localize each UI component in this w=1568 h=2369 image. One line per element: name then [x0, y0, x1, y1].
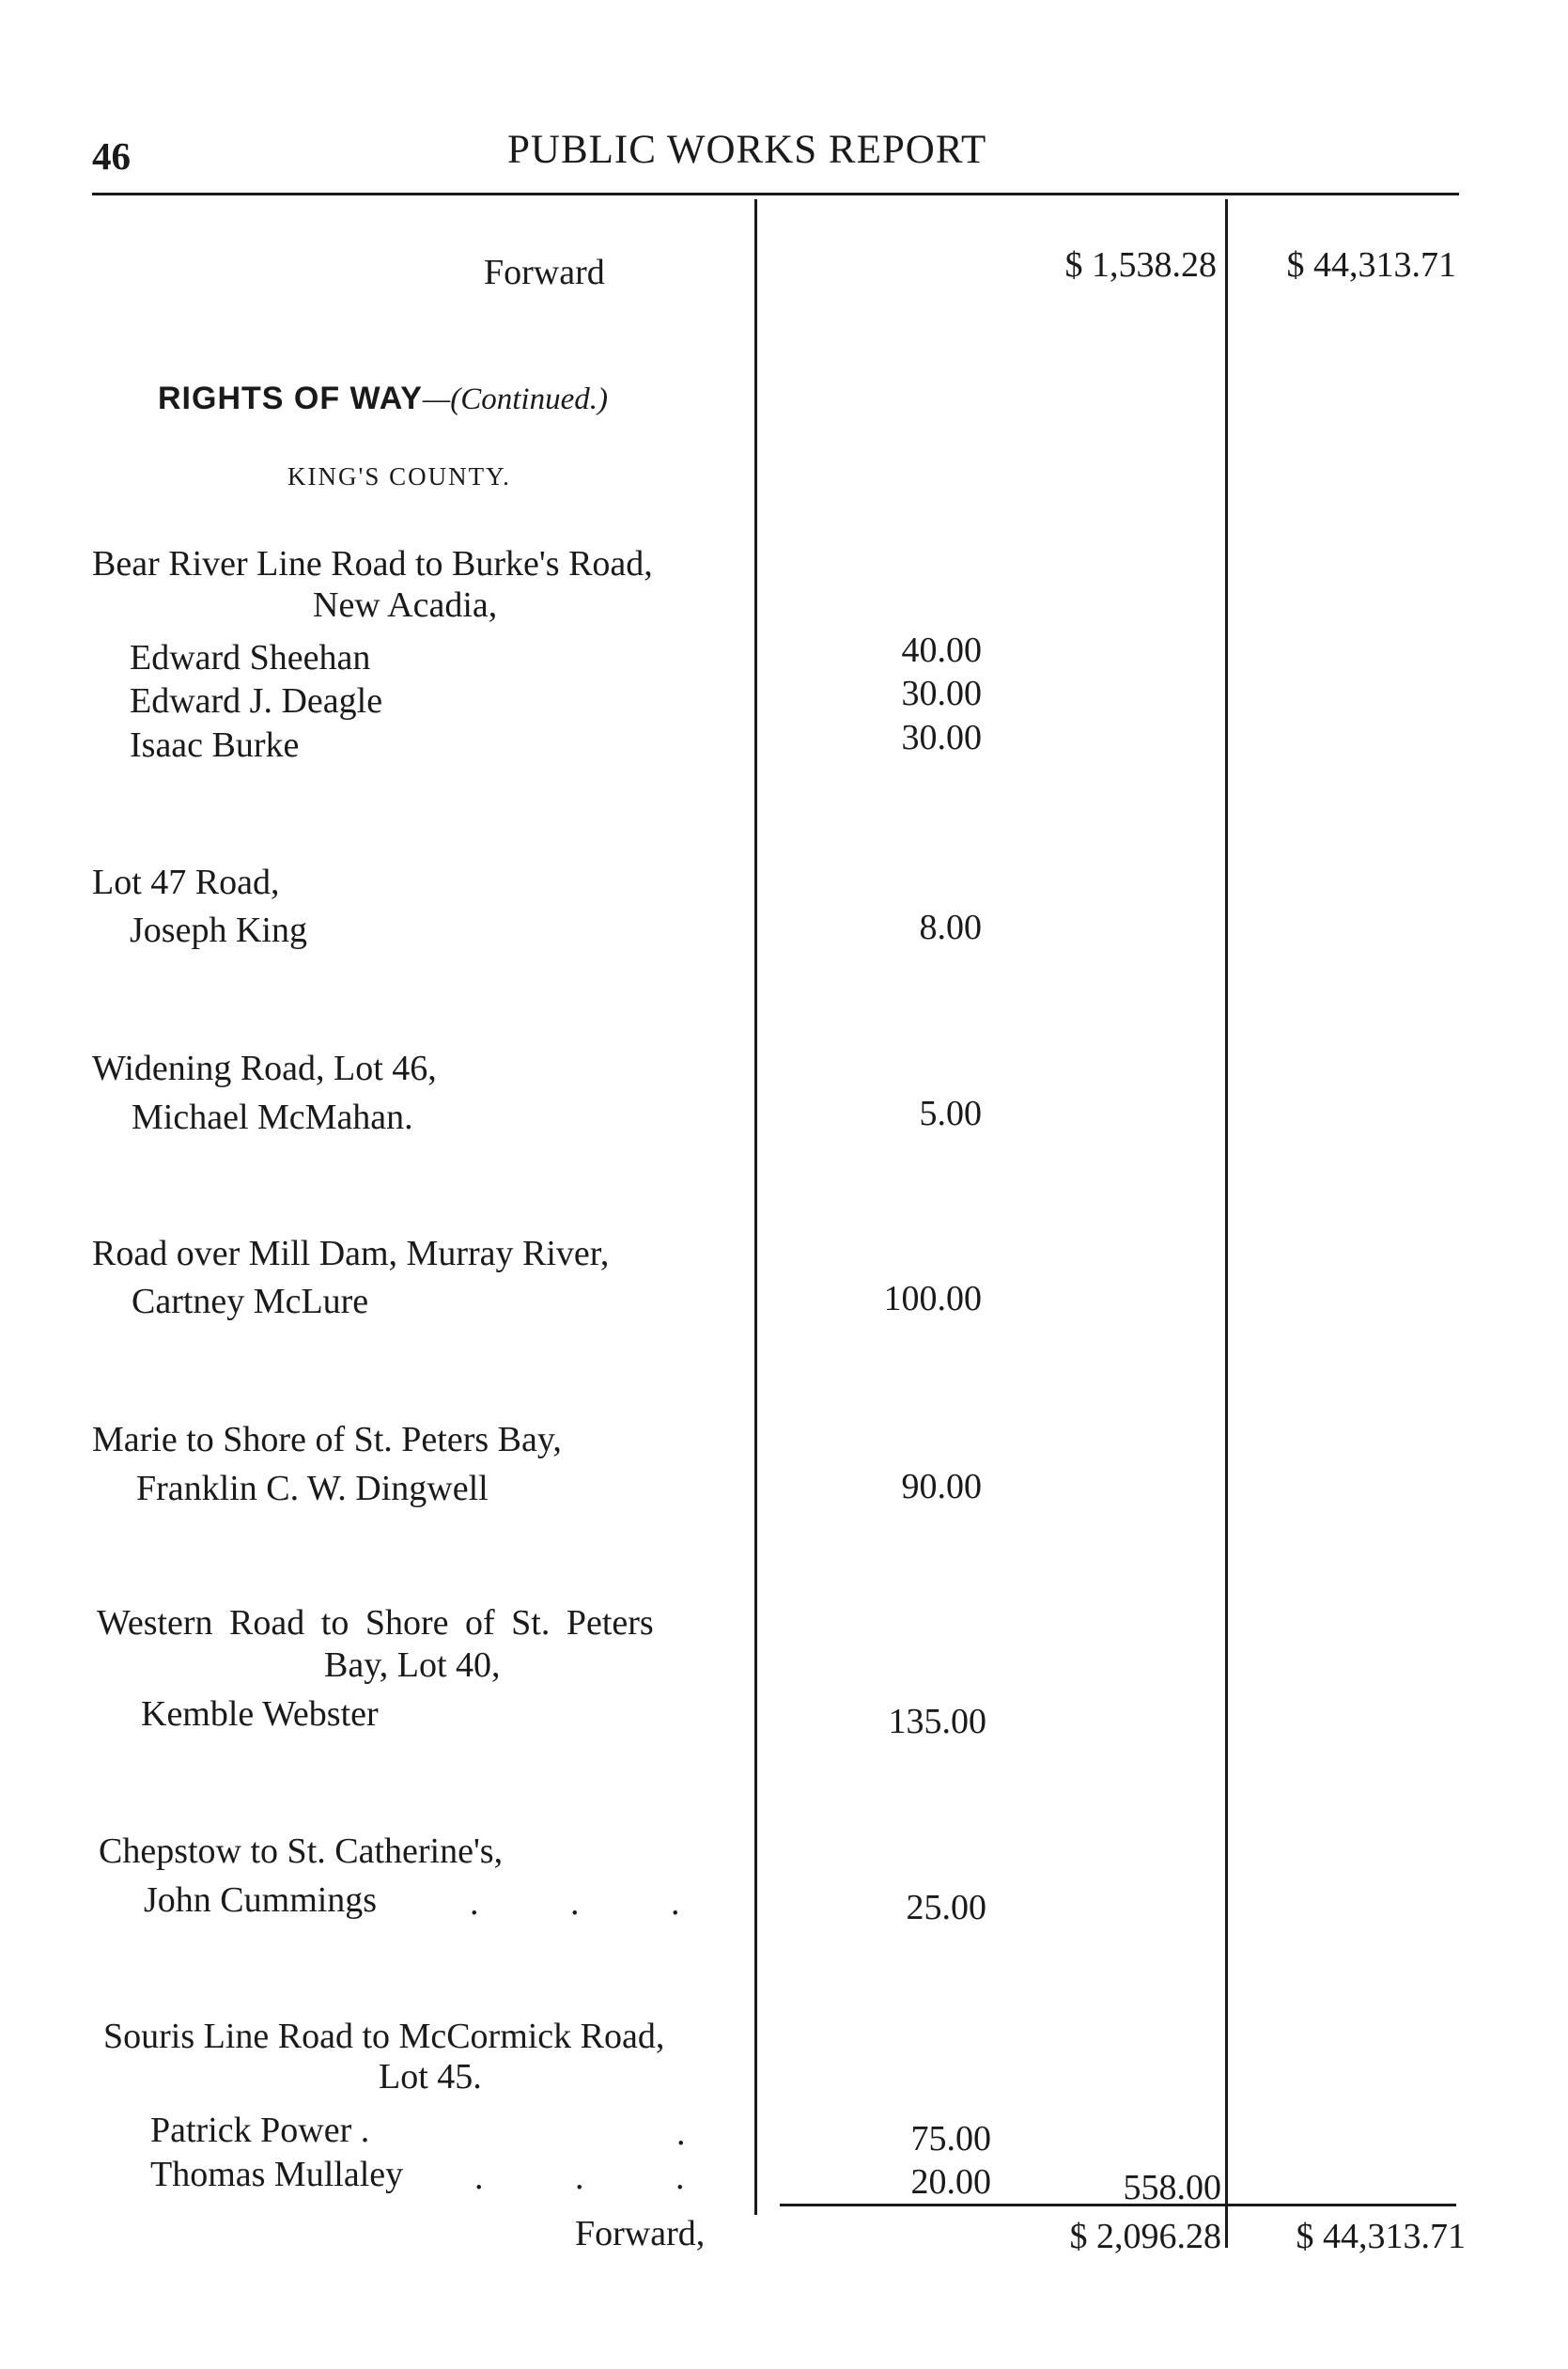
- road-name-continued: Lot 45.: [379, 2057, 482, 2096]
- payee-name: Thomas Mullaley: [150, 2155, 404, 2194]
- payee-amount: 100.00: [883, 1279, 982, 1318]
- payee-amount: 5.00: [919, 1094, 982, 1133]
- running-title: PUBLIC WORKS REPORT: [507, 128, 987, 172]
- road-name: Widening Road, Lot 46,: [92, 1049, 437, 1088]
- payee-amount: 75.00: [910, 2119, 991, 2159]
- payee-name: Michael McMahan.: [132, 1098, 413, 1137]
- payee-name: Kemble Webster: [141, 1694, 379, 1734]
- column-rule-subtotals: [1225, 199, 1228, 2248]
- payee-name: Isaac Burke: [130, 725, 300, 765]
- forward-label-bottom: Forward,: [575, 2214, 706, 2253]
- page-number: 46: [92, 134, 131, 178]
- payee-amount: 30.00: [901, 718, 982, 757]
- header-rule: [92, 193, 1459, 195]
- payee-name: John Cummings: [144, 1880, 378, 1920]
- road-name: Marie to Shore of St. Peters Bay,: [92, 1420, 562, 1459]
- payee-name: Patrick Power .: [150, 2111, 370, 2150]
- road-name-continued: New Acadia,: [313, 585, 498, 625]
- road-name: Bear River Line Road to Burke's Road,: [92, 544, 653, 584]
- county-heading: KING'S COUNTY.: [287, 462, 511, 491]
- forward-amount-col1-bottom: $ 2,096.28: [1069, 2217, 1221, 2256]
- column-rule-entries: [754, 199, 757, 2215]
- payee-name: Edward J. Deagle: [130, 681, 383, 721]
- road-name: Lot 47 Road,: [92, 863, 280, 902]
- road-name: Souris Line Road to McCormick Road,: [103, 2017, 665, 2056]
- forward-label-top: Forward: [484, 253, 605, 292]
- payee-name: Edward Sheehan: [130, 638, 371, 678]
- payee-name: Cartney McLure: [132, 1282, 369, 1321]
- forward-amount-col2-bottom: $ 44,313.71: [1296, 2217, 1466, 2256]
- road-name: Chepstow to St. Catherine's,: [99, 1831, 504, 1871]
- payee-amount: 30.00: [901, 674, 982, 713]
- payee-amount: 135.00: [888, 1702, 986, 1741]
- payee-amount: 40.00: [901, 631, 982, 670]
- section-heading: [158, 381, 608, 417]
- payee-amount: 8.00: [919, 908, 982, 947]
- forward-amount-col2-top: $ 44,313.71: [1286, 245, 1456, 285]
- payee-amount: 25.00: [906, 1888, 986, 1927]
- road-name: Road over Mill Dam, Murray River,: [92, 1234, 610, 1273]
- forward-amount-col1-top: $ 1,538.28: [1064, 245, 1217, 285]
- leader-dots: . . .: [470, 1883, 722, 1923]
- payee-name: Joseph King: [130, 911, 307, 950]
- road-name: Western Road to Shore of St. Peters: [97, 1603, 654, 1643]
- road-name-continued: Bay, Lot 40,: [324, 1645, 501, 1685]
- section-heading-continued: —(Continued.): [422, 382, 608, 416]
- section-heading-title: RIGHTS OF WAY: [158, 381, 423, 416]
- leader-dots: .: [676, 2113, 727, 2153]
- payee-amount: 20.00: [910, 2162, 991, 2202]
- leader-dots: . . .: [474, 2158, 726, 2197]
- payee-name: Franklin C. W. Dingwell: [136, 1469, 489, 1508]
- payee-amount: 90.00: [901, 1467, 982, 1506]
- subtotal-amount: 558.00: [1123, 2168, 1221, 2207]
